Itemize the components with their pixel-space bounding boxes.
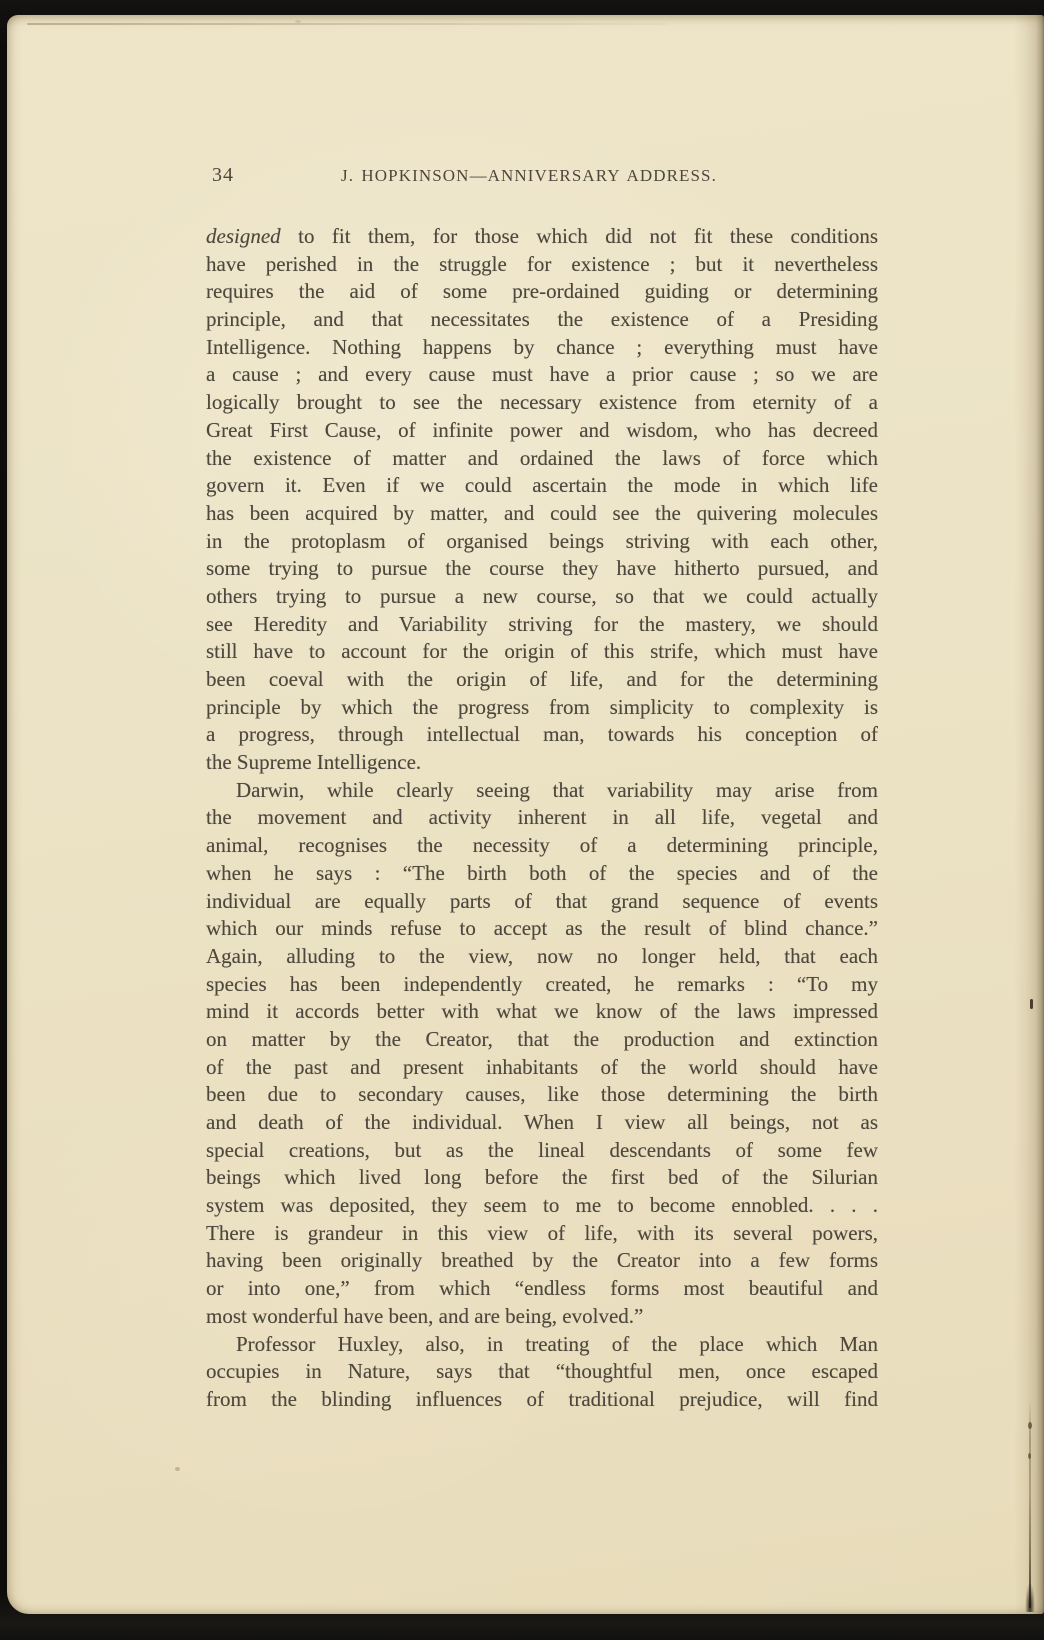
text-segment: Great First Cause, of infinite power and wisdom, who has decreed [206,417,878,442]
text-line [206,666,878,694]
page-crease-blob [1025,1582,1035,1612]
text-segment: mind it accords better with what we know of the laws impressed [206,999,878,1024]
text-line [206,694,878,722]
page-top-edge-line [27,23,667,25]
text-line [206,528,878,556]
text-segment: There is grandeur in this view of life, with its several powers, [206,1220,878,1245]
text-line [206,583,878,611]
text-line [206,278,878,306]
page-crease [1029,1400,1031,1608]
text-line [206,943,878,971]
text-segment: logically brought to see the necessary existence from eternity of a [206,390,878,415]
text-segment: having been originally breathed by the Creator into a few forms [206,1248,878,1273]
text-line [206,1303,878,1331]
text-segment: animal, recognises the necessity of a determining principle, [206,833,878,858]
text-line [206,1026,878,1054]
text-segment: Professor Huxley, also, in treating of the place which Man [236,1331,878,1356]
text-line [206,389,878,417]
ink-speck [1028,1422,1032,1429]
text-segment: and death of the individual. When I view all beings, not as [206,1110,878,1134]
text-segment: others trying to pursue a new course, so that we could actually [206,583,878,608]
text-segment: some trying to pursue the course they have hitherto pursued, and [206,556,878,581]
text-line [206,1164,878,1192]
text-segment: principle, and that necessitates the existence of a Presiding [206,307,878,332]
text-line [206,500,878,528]
text-segment: a cause ; and every cause must have a prior cause ; so we are [206,362,878,387]
text-line [206,1109,878,1137]
text-line [206,1054,878,1082]
text-segment: has been acquired by matter, and could see the quivering molecules [206,500,878,525]
text-segment: in the protoplasm of organised beings striving with each other, [206,528,878,553]
text-segment: been due to secondary causes, like those determining the birth [206,1082,878,1107]
text-line [206,306,878,334]
text-segment: have perished in the struggle for existence ; but it nevertheless [206,251,878,276]
text-line [206,445,878,473]
text-segment: occupies in Nature, says that “thoughtful men, once escaped [206,1359,878,1384]
text-segment: see Heredity and Variability striving for the mastery, we should [206,611,878,636]
text-line [206,1137,878,1165]
text-segment: or into one,” from which “endless forms most beautiful and [206,1276,878,1301]
book-page [7,15,1044,1614]
paper-blemish [175,1467,180,1471]
text-line [206,417,878,445]
ink-speck [1028,1453,1031,1459]
text-line [206,1358,878,1386]
text-segment: been coeval with the origin of life, and for the determining [206,667,878,691]
text-line [206,1220,878,1248]
text-line [206,223,878,251]
text-segment: on matter by the Creator, that the production and extinction [206,1026,878,1051]
text-segment: govern it. Even if we could ascertain the mode in which life [206,473,878,498]
text-line [206,611,878,639]
text-segment: the Supreme Intelligence. [206,750,422,775]
text-segment: special creations, but as the lineal descendants of some few [206,1137,878,1162]
paper-blemish [295,20,301,23]
text-line [206,721,878,749]
text-segment: principle by which the progress from simplicity to complexity is [206,694,878,719]
running-title: J. HOPKINSON—ANNIVERSARY ADDRESS. [341,166,717,185]
text-line [206,998,878,1026]
text-segment: beings which lived long before the first bed of the Silurian [206,1165,878,1190]
text-segment: Darwin, while clearly seeing that variability may arise from [236,777,878,802]
ink-speck [1030,999,1033,1009]
text-line [206,1275,878,1303]
text-line [206,1192,878,1220]
text-line [206,804,878,832]
text-line [206,638,878,666]
text-segment: most wonderful have been, and are being, evolved.” [206,1303,644,1328]
text-segment: requires the aid of some pre-ordained guiding or determining [206,279,878,304]
page-number: 34 [212,164,234,186]
page-header [206,163,878,187]
text-line [206,971,878,999]
text-segment: system was deposited, they seem to me to become ennobled. . . . [206,1193,878,1218]
text-line [206,1386,878,1414]
text-line [206,1247,878,1275]
text-segment: Intelligence. Nothing happens by chance ; everything must have [206,334,878,359]
text-segment: still have to account for the origin of this strife, which must have [206,639,878,664]
text-line [206,1081,878,1109]
text-segment: the movement and activity inherent in all life, vegetal and [206,805,878,830]
text-line [206,888,878,916]
text-line [206,361,878,389]
text-line [206,749,878,777]
text-line [206,860,878,888]
text-segment: individual are equally parts of that grand sequence of events [206,888,878,913]
text-line [206,555,878,583]
text-line [206,777,878,805]
text-segment: species has been independently created, he remarks : “To my [206,971,878,996]
page-edge-shadow [1014,15,1044,1614]
text-line [206,915,878,943]
italic-text: designed [206,224,281,248]
text-line [206,472,878,500]
text-segment: when he says : “The birth both of the species and of the [206,860,878,885]
text-segment: of the past and present inhabitants of the world should have [206,1054,878,1079]
text-segment: the existence of matter and ordained the laws of force which [206,445,878,470]
text-segment: Again, alluding to the view, now no longer held, that each [206,943,878,968]
text-line [206,251,878,279]
text-segment: which our minds refuse to accept as the result of blind chance.” [206,916,878,941]
text-block [206,223,878,1414]
text-segment: a progress, through intellectual man, towards his conception of [206,722,878,747]
text-segment: to fit them, for those which did not fit these conditions [280,224,878,248]
text-line [206,334,878,362]
text-segment: from the blinding influences of traditional prejudice, will find [206,1386,878,1411]
text-line [206,832,878,860]
text-line [206,1331,878,1359]
